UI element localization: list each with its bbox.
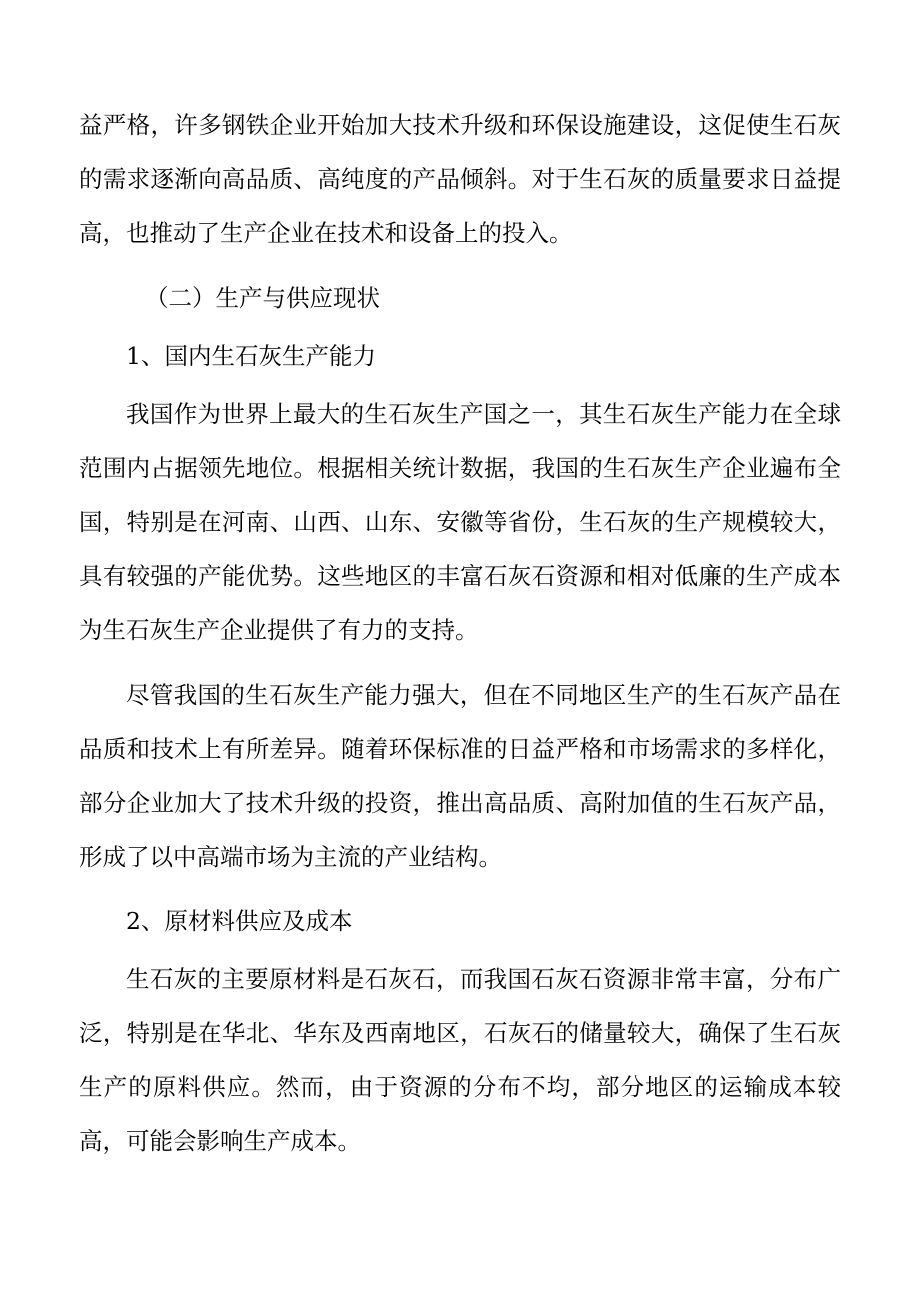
subheading-raw-materials: 2、原材料供应及成本 — [126, 907, 353, 935]
section-heading: （二）生产与供应现状 — [145, 284, 380, 312]
subheading-production-capacity: 1、国内生石灰生产能力 — [126, 342, 376, 370]
paragraph-regional-differences: 尽管我国的生石灰生产能力强大，但在不同地区生产的生石灰产品在品质和技术上有所差异。随着环保标准的日益严格和市场需求的多样化，部分企业加大了技术升级的投资，推出高品质、高附加值的生石灰产品，形成了以中高端市场为主流的产业结构。 — [79, 681, 841, 871]
continued-paragraph: 益严格，许多钢铁企业开始加大技术升级和环保设施建设，这促使生石灰的需求逐渐向高品质、高纯度的产品倾斜。对于生石灰的质量要求日益提高，也推动了生产企业在技术和设备上的投入。 — [79, 111, 841, 247]
paragraph-raw-materials: 生石灰的主要原材料是石灰石，而我国石灰石资源非常丰富，分布广泛，特别是在华北、华东及西南地区，石灰石的储量较大，确保了生石灰生产的原料供应。然而，由于资源的分布不均，部分地区的运输成本较高，可能会影响生产成本。 — [79, 965, 841, 1155]
paragraph-production-capacity: 我国作为世界上最大的生石灰生产国之一，其生石灰生产能力在全球范围内占据领先地位。根据相关统计数据，我国的生石灰生产企业遍布全国，特别是在河南、山西、山东、安徽等省份，生石灰的生产规模较大，具有较强的产能优势。这些地区的丰富石灰石资源和相对低廉的生产成本为生石灰生产企业提供了有力的支持。 — [79, 400, 841, 644]
